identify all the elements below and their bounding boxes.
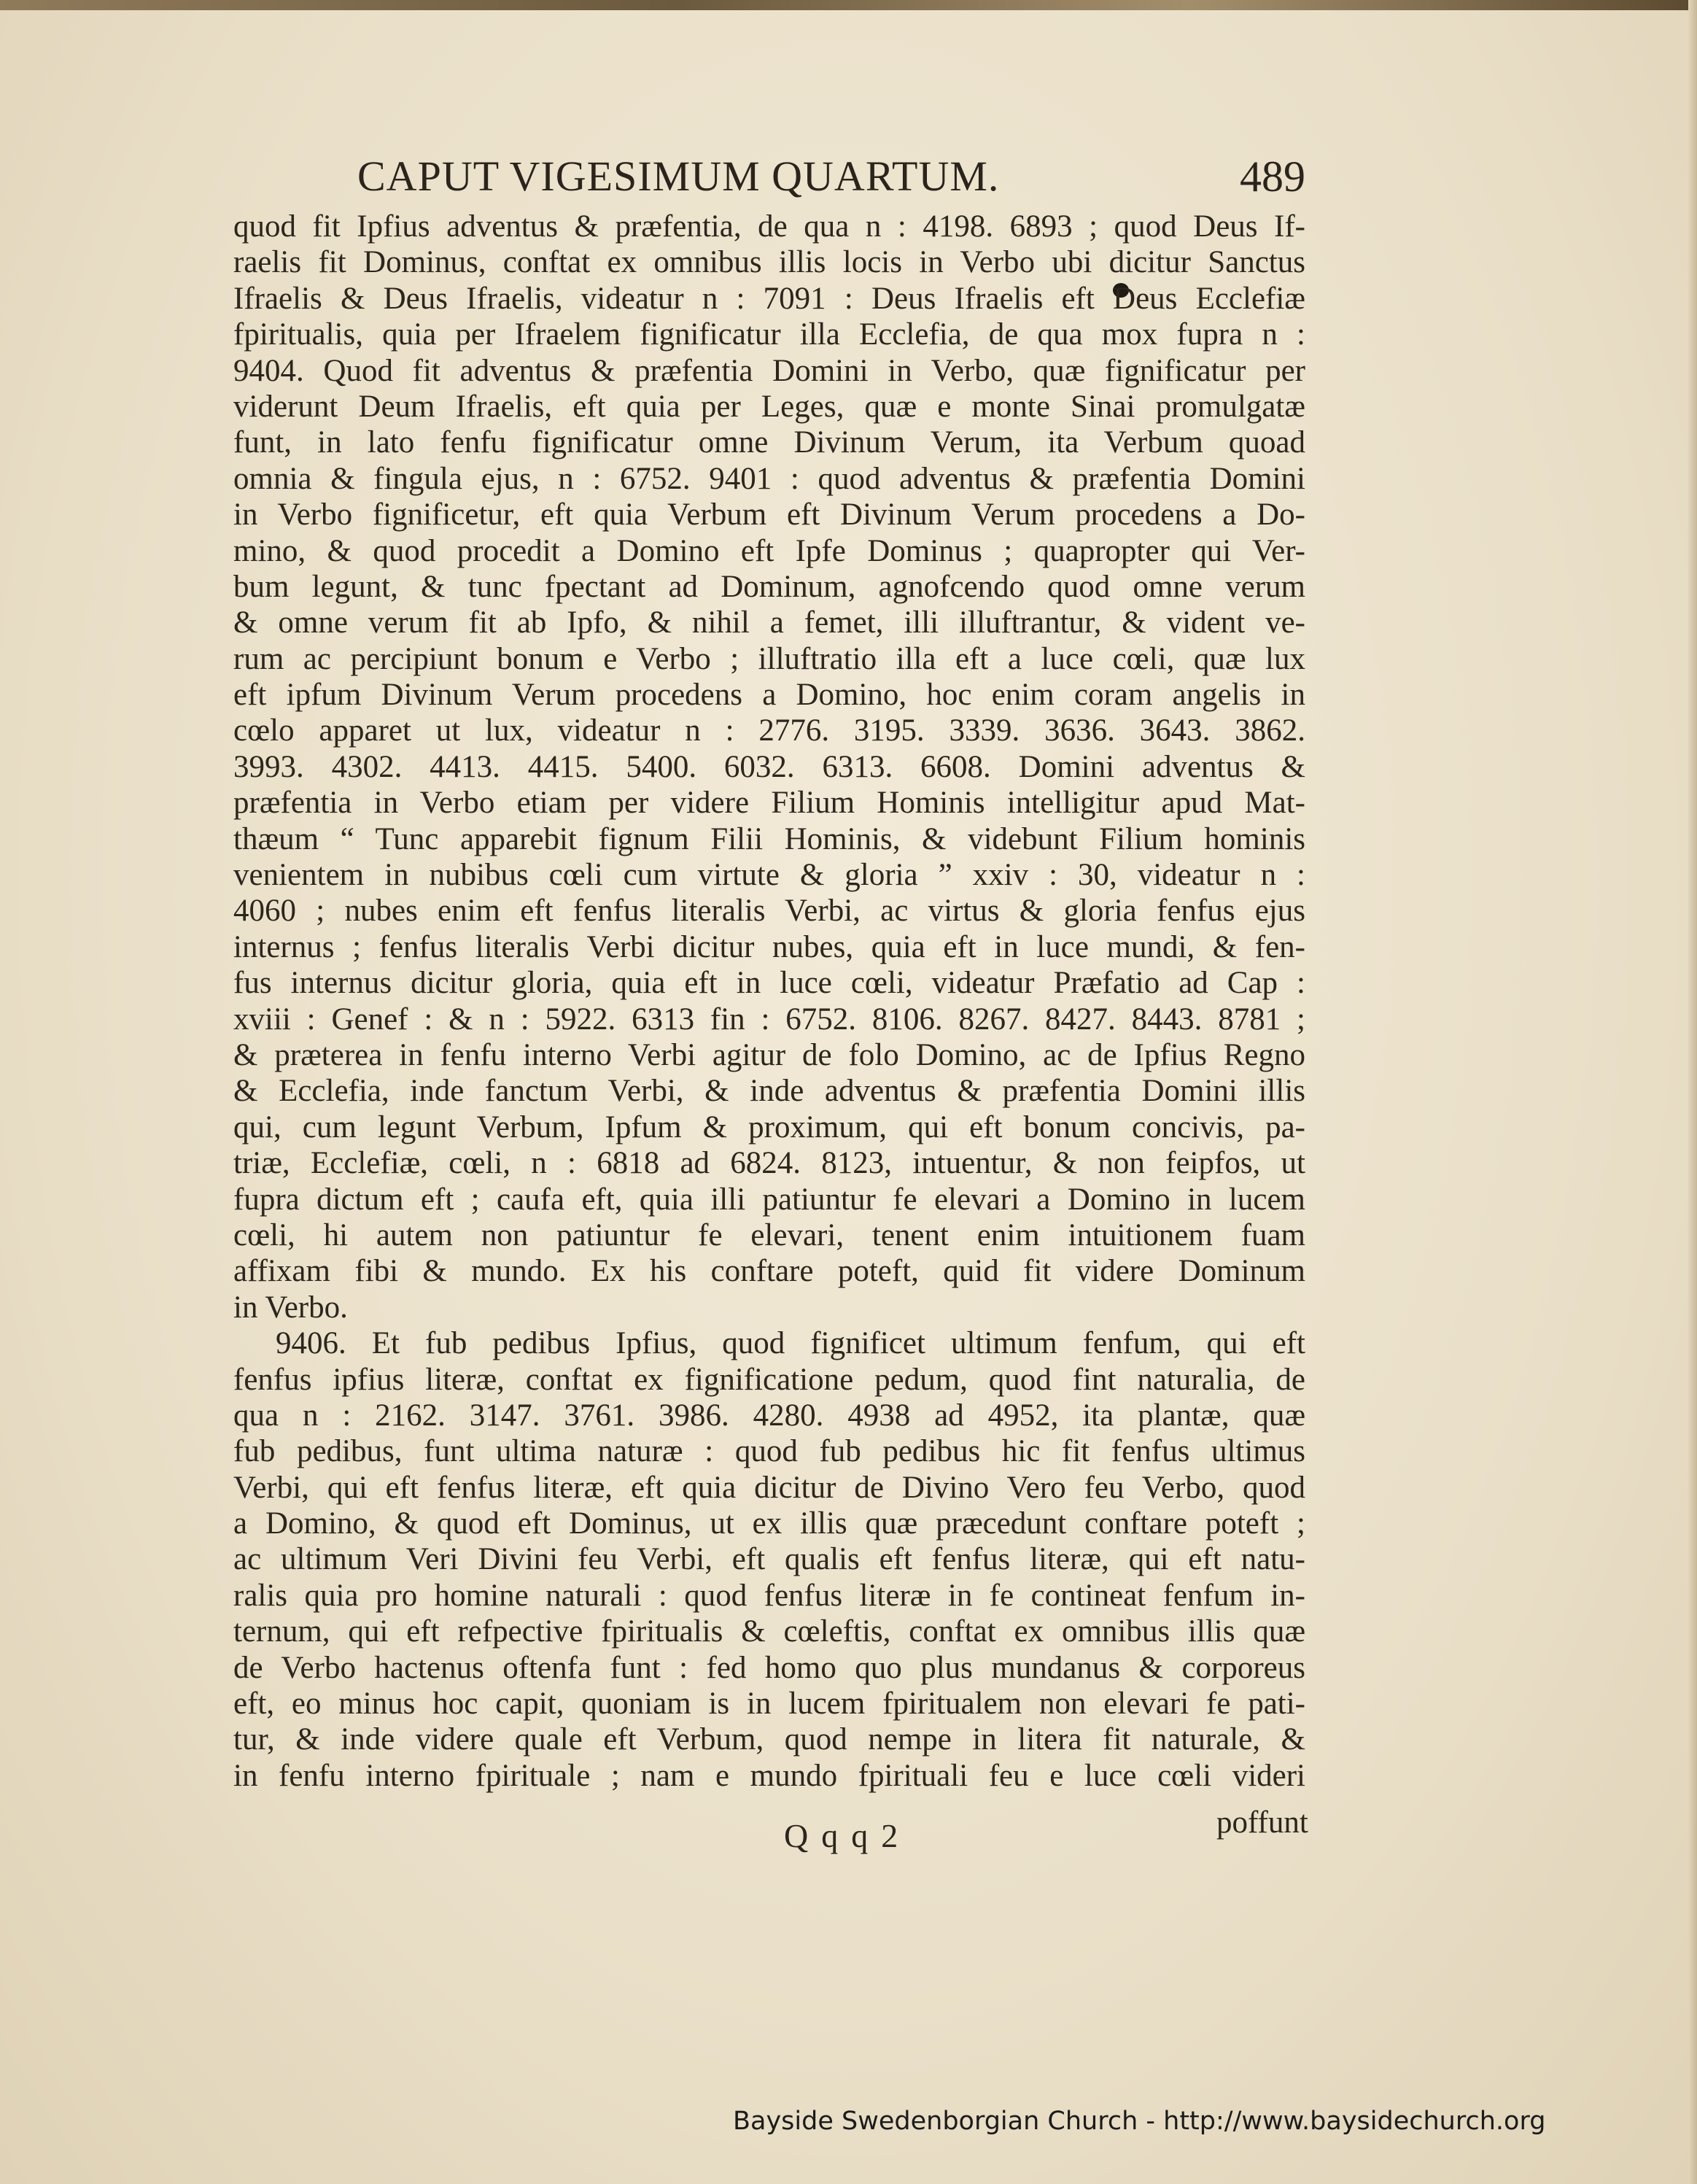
- text-line: mino, & quod procedit a Domino eft Ipfe Dominus ; quapropter qui Ver-: [233, 533, 1305, 568]
- text-line: & Ecclefia, inde fanctum Verbi, & inde adventus & præfentia Domini illis: [233, 1074, 1305, 1109]
- text-line: triæ, Ecclefiæ, cœli, n : 6818 ad 6824. 8123, intuentur, & non feipfos, ut: [233, 1146, 1305, 1181]
- text-line: fpiritualis, quia per Ifraelem fignificatur illa Ecclefia, de qua mox fupra n :: [233, 317, 1305, 352]
- text-line: tur, & inde videre quale eft Verbum, quod nempe in litera fit naturale, &: [233, 1722, 1305, 1757]
- text-line: & omne verum fit ab Ipfo, & nihil a femet, illi illuftrantur, & vident ve-: [233, 605, 1305, 640]
- text-line: ralis quia pro homine naturali : quod fenfus literæ in fe contineat fenfum in-: [233, 1578, 1305, 1613]
- text-line: qui, cum legunt Verbum, Ipfum & proximum, qui eft bonum concivis, pa-: [233, 1110, 1305, 1145]
- running-title: CAPUT VIGESIMUM QUARTUM.: [357, 152, 1000, 200]
- text-line: de Verbo hactenus oftenfa funt : fed homo quo plus mundanus & corporeus: [233, 1650, 1305, 1685]
- text-line: fus internus dicitur gloria, quia eft in luce cœli, videatur Præfatio ad Cap :: [233, 966, 1305, 1001]
- page-edge: [1688, 0, 1697, 2184]
- text-line: a Domino, & quod eft Dominus, ut ex illis quæ præcedunt conftare poteft ;: [233, 1506, 1305, 1541]
- text-line: in Verbo.: [233, 1290, 348, 1325]
- text-line: fupra dictum eft ; caufa eft, quia illi patiuntur fe elevari a Domino in lucem: [233, 1182, 1305, 1217]
- text-line: eft ipfum Divinum Verum procedens a Domino, hoc enim coram angelis in: [233, 678, 1305, 713]
- text-line: bum legunt, & tunc fpectant ad Dominum, agnofcendo quod omne verum: [233, 569, 1305, 604]
- text-line: in fenfu interno fpirituale ; nam e mundo fpirituali feu e luce cœli videri: [233, 1758, 1305, 1793]
- paragraph-9406: [233, 1325, 1305, 1794]
- text-line: funt, in lato fenfu fignificatur omne Divinum Verum, ita Verbum quoad: [233, 425, 1305, 460]
- text-line: fub pedibus, funt ultima naturæ : quod fub pedibus hic fit fenfus ultimus: [233, 1434, 1305, 1469]
- text-line: eft, eo minus hoc capit, quoniam is in lucem fpiritualem non elevari fe pati-: [233, 1687, 1305, 1722]
- text-line: viderunt Deum Ifraelis, eft quia per Leges, quæ e monte Sinai promulgatæ: [233, 389, 1305, 424]
- text-line: thæum “ Tunc apparebit fignum Filii Hominis, & videbunt Filium hominis: [233, 821, 1305, 856]
- text-line: 9406. Et fub pedibus Ipfius, quod fignificet ultimum fenfum, qui eft: [276, 1326, 1305, 1361]
- text-line: rum ac percipiunt bonum e Verbo ; illuftratio illa eft a luce cœli, quæ lux: [233, 641, 1305, 676]
- text-line: Ifraelis & Deus Ifraelis, videatur n : 7091 : Deus Ifraelis eft Deus Ecclefiæ: [233, 281, 1305, 316]
- text-line: internus ; fenfus literalis Verbi dicitur nubes, quia eft in luce mundi, & fen-: [233, 929, 1305, 964]
- paragraph-9405-continuation: [233, 209, 1305, 1325]
- body-text: [233, 209, 1305, 1794]
- text-line: xviii : Genef : & n : 5922. 6313 fin : 6752. 8106. 8267. 8427. 8443. 8781 ;: [233, 1002, 1305, 1037]
- text-line: quod fit Ipfius adventus & præfentia, de qua n : 4198. 6893 ; quod Deus If-: [233, 209, 1305, 244]
- site-watermark: Bayside Swedenborgian Church - http://www.baysidechurch.org: [733, 2107, 1546, 2136]
- page-number: 489: [1240, 152, 1305, 201]
- text-line: venientem in nubibus cœli cum virtute & gloria ” xxiv : 30, videatur n :: [233, 858, 1305, 893]
- text-line: raelis fit Dominus, conftat ex omnibus illis locis in Verbo ubi dicitur Sanctus: [233, 245, 1305, 280]
- catchword: poffunt: [1216, 1805, 1308, 1840]
- text-line: cœli, hi autem non patiuntur fe elevari, tenent enim intuitionem fuam: [233, 1217, 1305, 1252]
- text-line: fenfus ipfius literæ, conftat ex fignificatione pedum, quod fint naturalia, de: [233, 1362, 1305, 1397]
- text-line: 4060 ; nubes enim eft fenfus literalis Verbi, ac virtus & gloria fenfus ejus: [233, 894, 1305, 929]
- text-line: omnia & fingula ejus, n : 6752. 9401 : quod adventus & præfentia Domini: [233, 461, 1305, 496]
- text-line: ternum, qui eft refpective fpiritualis & cœleftis, conftat ex omnibus illis quæ: [233, 1614, 1305, 1649]
- signature-mark: Qqq2: [784, 1817, 912, 1854]
- page-header: [233, 152, 1305, 210]
- text-line: in Verbo fignificetur, eft quia Verbum eft Divinum Verum procedens a Do-: [233, 497, 1305, 533]
- text-line: & præterea in fenfu interno Verbi agitur de folo Domino, ac de Ipfius Regno: [233, 1037, 1305, 1072]
- text-line: affixam fibi & mundo. Ex his conftare poteft, quid fit videre Dominum: [233, 1254, 1305, 1289]
- text-line: qua n : 2162. 3147. 3761. 3986. 4280. 4938 ad 4952, ita plantæ, quæ: [233, 1398, 1305, 1433]
- text-line: Verbi, qui eft fenfus literæ, eft quia dicitur de Divino Vero feu Verbo, quod: [233, 1470, 1305, 1505]
- text-line: præfentia in Verbo etiam per videre Filium Hominis intelligitur apud Mat-: [233, 786, 1305, 821]
- text-line: 9404. Quod fit adventus & præfentia Domini in Verbo, quæ fignificatur per: [233, 353, 1305, 388]
- text-line: cœlo apparet ut lux, videatur n : 2776. 3195. 3339. 3636. 3643. 3862.: [233, 713, 1305, 748]
- text-line: ac ultimum Veri Divini feu Verbi, eft qualis eft fenfus literæ, qui eft natu-: [233, 1542, 1305, 1577]
- text-line: 3993. 4302. 4413. 4415. 5400. 6032. 6313. 6608. Domini adventus &: [233, 749, 1305, 784]
